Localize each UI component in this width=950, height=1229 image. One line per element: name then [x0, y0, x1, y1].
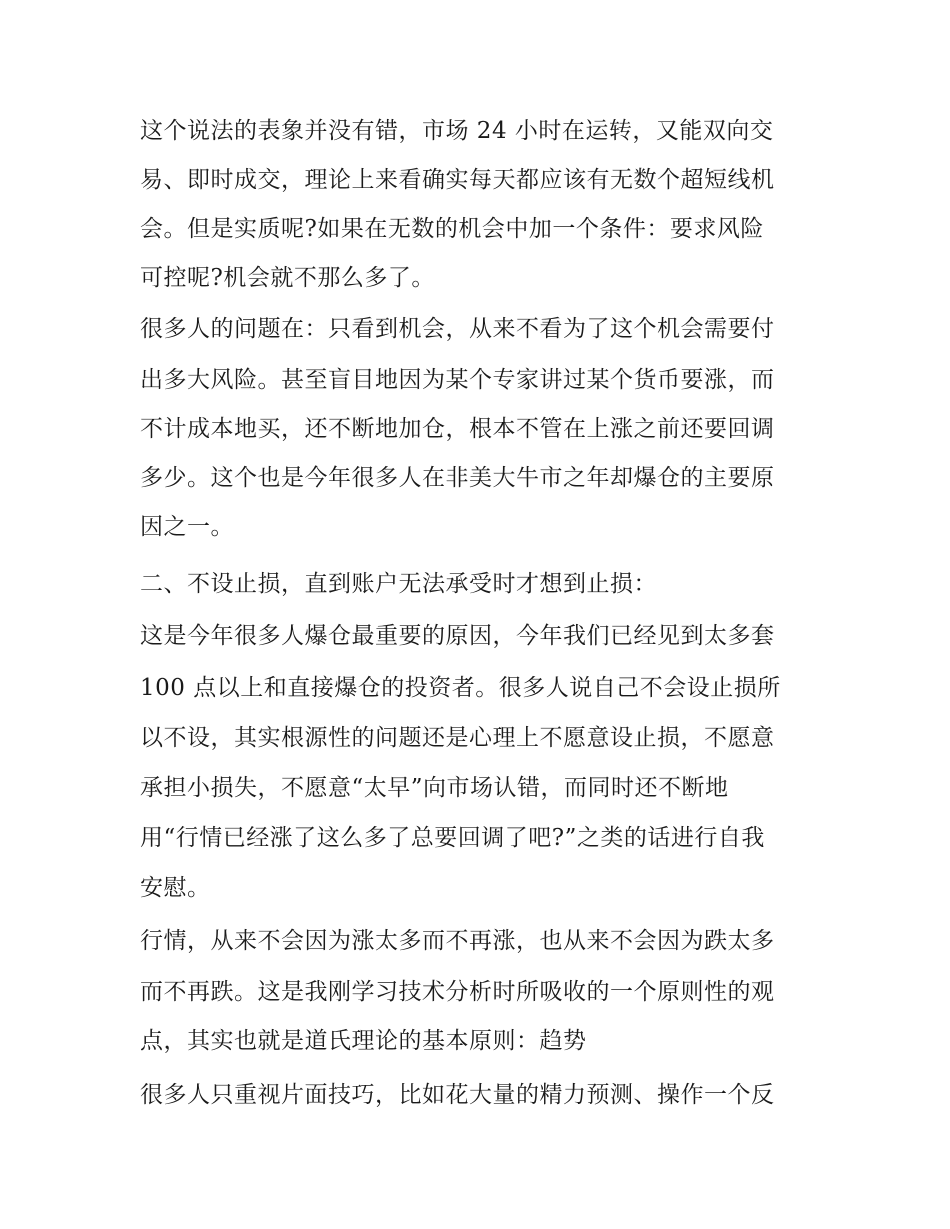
text-line: 行情，从来不会因为涨太多而不再涨，也从来不会因为跌太多: [140, 928, 775, 954]
text-line: 承担小损失，不愿意“太早”向市场认错，而同时还不断地: [140, 775, 729, 801]
text-line: 而不再跌。这是我刚学习技术分析时所吸收的一个原则性的观: [140, 979, 775, 1005]
text-line: 多少。这个也是今年很多人在非美大牛市之年却爆仓的主要原: [140, 465, 775, 491]
text-line: 这个说法的表象并没有错，市场 24 小时在运转，又能双向交: [140, 118, 774, 144]
section-heading: 二、不设止损，直到账户无法承受时才想到止损：: [140, 571, 657, 597]
text-line: 用“行情已经涨了这么多了总要回调了吧?”之类的话进行自我: [140, 825, 765, 851]
text-line: 因之一。: [140, 514, 234, 540]
text-line: 会。但是实质呢?如果在无数的机会中加一个条件：要求风险: [140, 216, 764, 242]
text-line: 不计成本地买，还不断地加仓，根本不管在上涨之前还要回调: [140, 416, 775, 442]
text-line: 点，其实也就是道氏理论的基本原则：趋势: [140, 1028, 587, 1054]
text-line: 可控呢?机会就不那么多了。: [140, 265, 435, 291]
text-line: 易、即时成交，理论上来看确实每天都应该有无数个超短线机: [140, 167, 775, 193]
text-line: 出多大风险。甚至盲目地因为某个专家讲过某个货币要涨，而: [140, 367, 775, 393]
text-line: 以不设，其实根源性的问题还是心理上不愿意设止损，不愿意: [140, 725, 775, 751]
text-line: 很多人的问题在：只看到机会，从来不看为了这个机会需要付: [140, 316, 775, 342]
text-line: 100 点以上和直接爆仓的投资者。很多人说自己不会设止损所: [140, 675, 781, 701]
text-line: 安慰。: [140, 875, 211, 901]
text-line: 这是今年很多人爆仓最重要的原因，今年我们已经见到太多套: [140, 623, 775, 649]
text-line: 很多人只重视片面技巧，比如花大量的精力预测、操作一个反: [140, 1082, 775, 1108]
